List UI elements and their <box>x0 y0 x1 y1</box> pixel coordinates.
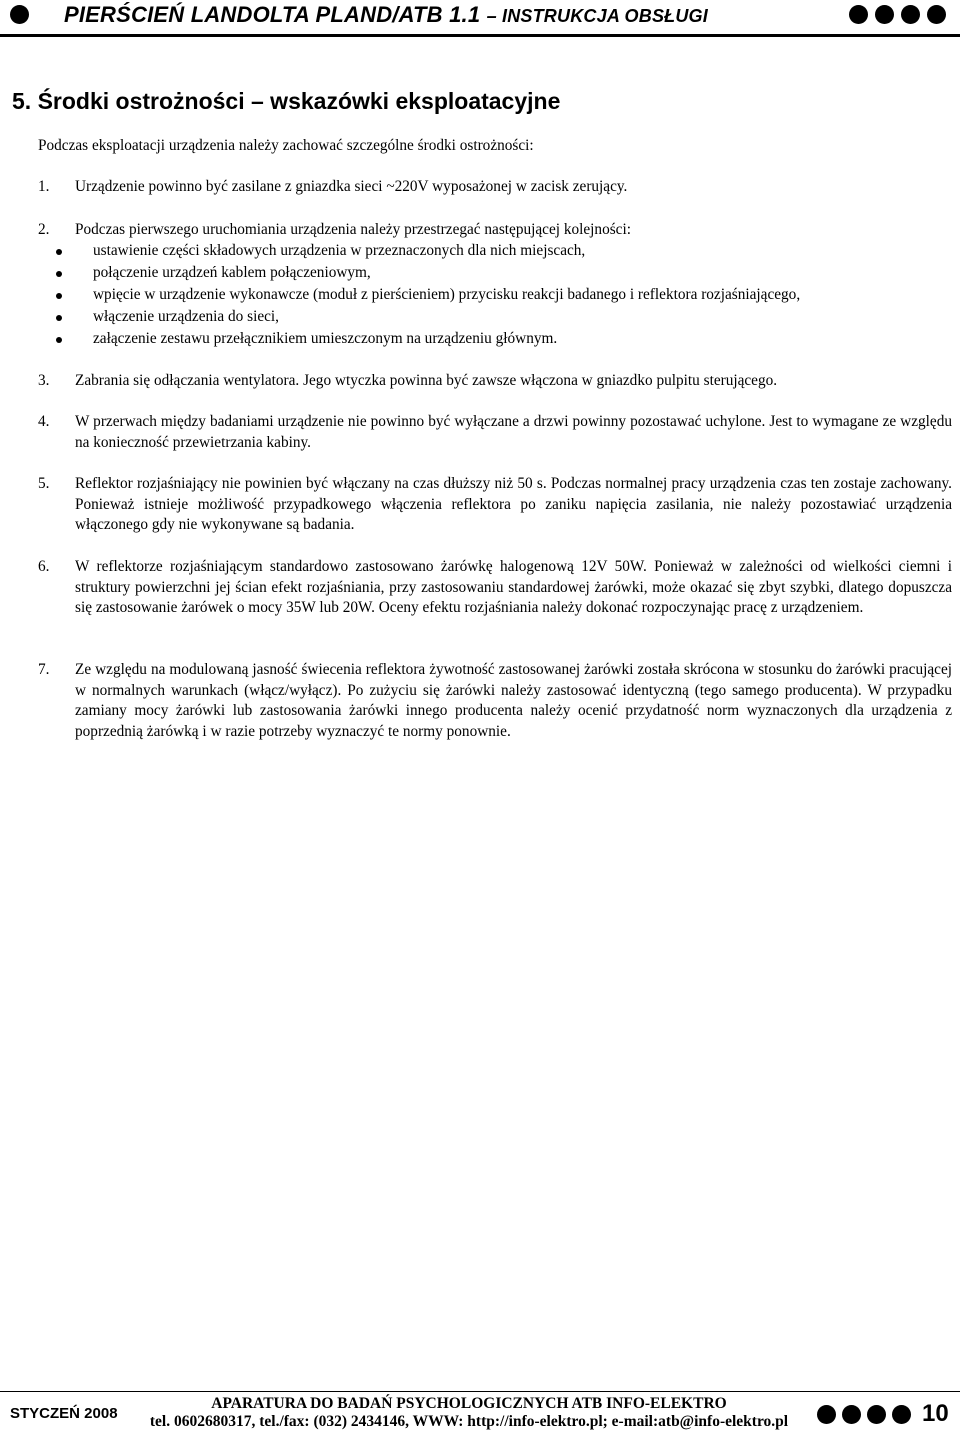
footer-bullet-icon <box>892 1405 911 1424</box>
item-number: 6. <box>38 558 50 575</box>
list-item <box>38 557 952 619</box>
bullet-icon <box>56 293 62 299</box>
list-item <box>38 371 952 392</box>
bullet-icon <box>56 337 62 343</box>
bullet-text: wpięcie w urządzenie wykonawcze (moduł z pierścieniem) przycisku reakcji badanego i reflektora rozjaśniającego, <box>93 286 801 303</box>
footer-contact: tel. 0602680317, tel./fax: (032) 2434146, WWW: http://info-elektro.pl; e-mail:atb@info-elektro.pl <box>149 1413 789 1430</box>
item-number: 4. <box>38 413 50 430</box>
bullet-icon <box>56 315 62 321</box>
list-item <box>38 474 952 536</box>
bullet-text: ustawienie części składowych urządzenia w przeznaczonych dla nich miejscach, <box>93 242 586 259</box>
bullet-text: włączenie urządzenia do sieci, <box>93 308 280 325</box>
section-intro: Podczas eksploatacji urządzenia należy zachować szczególne środki ostrożności: <box>38 137 534 154</box>
header-title: PIERŚCIEŃ LANDOLTA PLAND/ATB 1.1 – INSTRUKCJA OBSŁUGI <box>64 2 708 27</box>
page-header <box>0 0 960 36</box>
bullet-item <box>56 307 946 329</box>
list-item <box>38 412 952 453</box>
item-text: Urządzenie powinno być zasilane z gniazdka sieci ~220V wyposażonej w zacisk zerujący. <box>75 178 628 195</box>
item-number: 7. <box>38 661 50 678</box>
item-text: Zabrania się odłączania wentylatora. Jego wtyczka powinna być zawsze włączona w gniazdko pulpitu sterującego. <box>75 372 778 389</box>
item-text: Podczas pierwszego uruchomiania urządzenia należy przestrzegać następującej kolejności: <box>75 221 631 238</box>
footer-bullet-icon <box>867 1405 886 1424</box>
startup-steps-list <box>56 241 946 351</box>
item-text: Ze względu na modulowaną jasność świecenia reflektora żywotność zastosowanej żarówki została skrócona w stosunku do żarówki pracującej w normalnych warunkach (włącz/wyłącz). Po zużyciu się żarówki należy zastosować identyczną (tego samego producenta). W przypadku zamiany mocy żarówki lub zastosowania żarówki innego producenta należy ocenić przydatność norm wyznaczonych dla urządzenia z poprzednią żarówką i w razie potrzeby wyznaczyć te normy ponownie. <box>75 661 952 740</box>
item-number: 2. <box>38 221 50 238</box>
header-bullet-icon <box>875 5 894 24</box>
footer-date: STYCZEŃ 2008 <box>10 1405 118 1422</box>
item-text: W przerwach między badaniami urządzenie nie powinno być wyłączane a drzwi powinny pozostawać uchylone. Jest to wymagane ze względu na konieczność przewietrzania kabiny. <box>75 413 952 451</box>
bullet-text: połączenie urządzeń kablem połączeniowym, <box>93 264 371 281</box>
bullet-icon <box>56 271 62 277</box>
bullet-item <box>56 285 946 307</box>
item-text: Reflektor rozjaśniający nie powinien być włączany na czas dłuższy niż 50 s. Podczas normalnej pracy urządzenia czas ten zostaje zachowany. Ponieważ istnieje możliwość przypadkowego włączenia reflektora po zaniku napięcia zasilania, nie należy pozostawiać urządzenia włączonego gdy nie wykonywane są badania. <box>75 475 952 534</box>
footer-divider <box>0 1391 960 1392</box>
bullet-item <box>56 263 946 285</box>
page-number: 10 <box>922 1400 949 1427</box>
header-bullet-icon <box>901 5 920 24</box>
footer-company-name: APARATURA DO BADAŃ PSYCHOLOGICZNYCH ATB INFO-ELEKTRO <box>211 1395 727 1412</box>
footer-bullet-icon <box>817 1405 836 1424</box>
header-bullet-icon <box>849 5 868 24</box>
header-bullet-icon <box>10 5 29 24</box>
header-bullet-icon <box>927 5 946 24</box>
list-item <box>38 660 952 742</box>
footer-company-info <box>146 1395 792 1431</box>
header-subtitle: – INSTRUKCJA OBSŁUGI <box>486 6 708 26</box>
bullet-text: załączenie zestawu przełącznikiem umieszczonym na urządzeniu głównym. <box>93 330 558 347</box>
item-text: W reflektorze rozjaśniającym standardowo zastosowano żarówkę halogenową 12V 50W. Ponieważ w zależności od wielkości ciemni i struktury powierzchni jej ścian efekt rozjaśniania, przy zastosowaniu standardowej żarówki, może okazać się zbyt szybki, dlatego dopuszcza się zastosowanie żarówek o mocy 35W lub 20W. Oceny efektu rozjaśniania należy dokonać rozpoczynając pracę z urządzeniem. <box>75 558 952 617</box>
item-number: 5. <box>38 475 50 492</box>
list-item <box>38 220 952 241</box>
item-number: 3. <box>38 372 50 389</box>
header-divider <box>0 34 960 37</box>
bullet-item <box>56 241 946 263</box>
footer-bullet-icon <box>842 1405 861 1424</box>
list-item <box>38 177 952 198</box>
section-title: 5. Środki ostrożności – wskazówki eksploatacyjne <box>12 88 561 114</box>
bullet-icon <box>56 249 62 255</box>
item-number: 1. <box>38 178 50 195</box>
bullet-item <box>56 329 946 351</box>
